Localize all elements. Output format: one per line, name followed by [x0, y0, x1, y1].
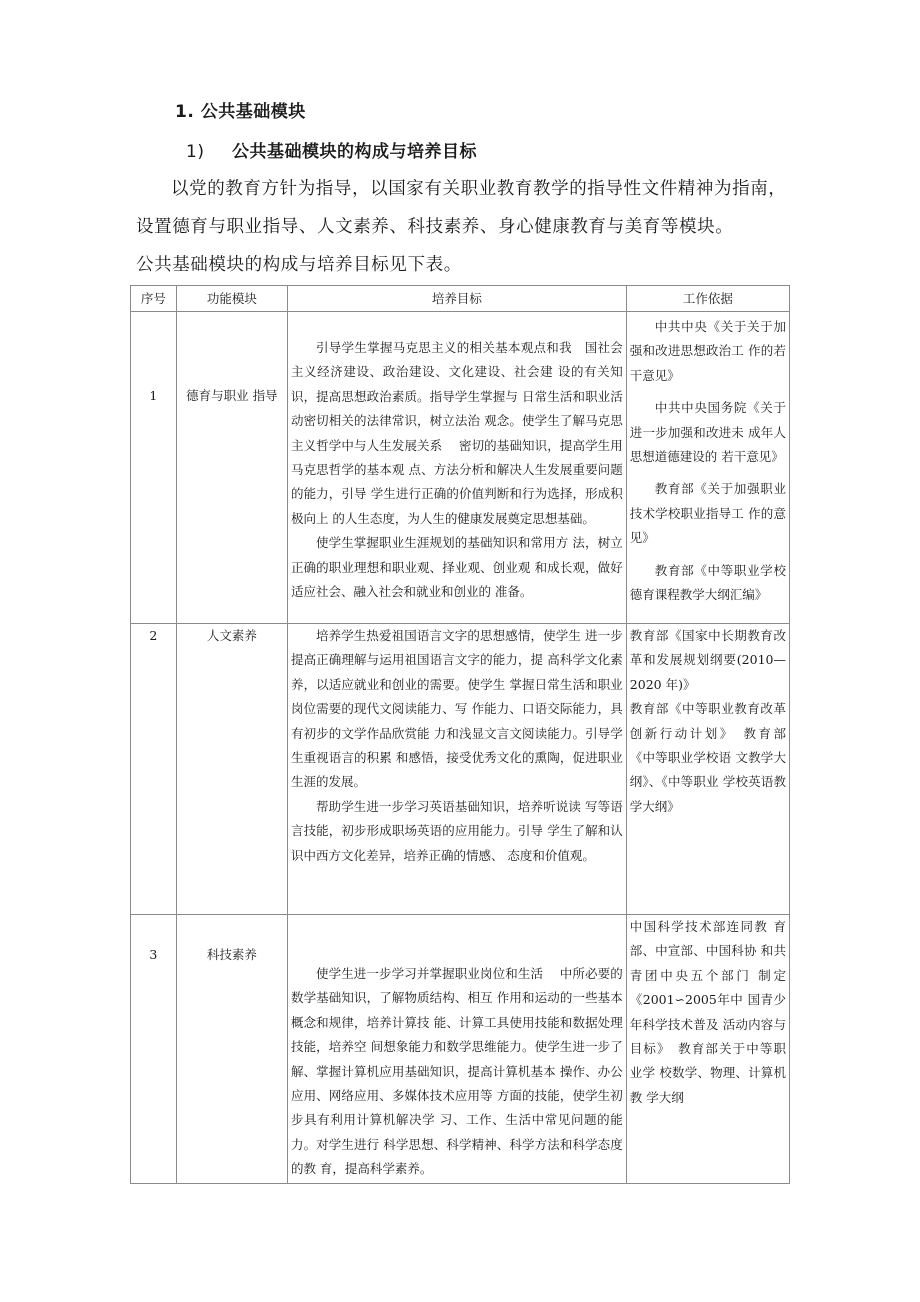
module-cell: [176, 915, 287, 1184]
header-module: 功能模块: [176, 286, 287, 312]
basis-item: 教育部《中等职业教育改革创新行动计划》 教育部《中等职业学校语 文教学大纲》、《中等职业 学校英语教学大纲》: [629, 701, 786, 814]
intro-paragraph: [136, 170, 796, 284]
table-row: [131, 915, 790, 1184]
goal-paragraph: 引导学生掌握马克思主义的相关基本观点和我 国社会主义经济建设、政治建设、文化建设、社会建 设的有关知识，提高思想政治素质。指导学生掌握与 日常生活和职业活动密切相关的法律常识，树立法治 观念。使学生了解马克思主义哲学中与人生发展关系 密切的基础知识，提高学生用马克思哲学的基本观 点、方法分析和解决人生发展重要问题的能力，引导 学生进行正确的价值判断和行为选择，形成积极向上 的人生态度，为人生的健康发展奠定思想基础。: [290, 340, 623, 526]
intro-text-table-ref: 公共基础模块的构成与培养目标见下表。: [136, 255, 462, 275]
goal-paragraph: 帮助学生进一步学习英语基础知识，培养听说读 写等语言技能，初步形成职场英语的应用能力。引导 学生了解和认识中西方文化差异，培养正确的情感、 态度和价值观。: [290, 798, 623, 863]
row-number: 3: [149, 947, 158, 962]
subsection-number: 1): [186, 142, 205, 162]
basis-item: 中国科学技术部连同教 育部、中宣部、中国科协 和共青团中央五个部门 制定《2001∽2005年中 国青少年科学技术普及 活动内容与目标》 教育部关于中等职业学 校数学、物理、计算机教 学大纲: [629, 919, 786, 1105]
header-goals: 培养目标: [287, 286, 626, 312]
basis-cell: [626, 624, 789, 915]
row-number-cell: [131, 312, 177, 624]
subsection-heading: [186, 137, 477, 162]
row-number: 1: [149, 388, 158, 403]
module-cell: [176, 624, 287, 915]
goal-paragraph: 培养学生热爱祖国语言文字的思想感情，使学生 进一步提高正确理解与运用祖国语言文字的能力，提 高科学文化素养，以适应就业和创业的需要。使学生 掌握日常生活和职业岗位需要的现代文阅读能力、写 作能力、口语交际能力，具有初步的文学作品欣赏能 力和浅显文言文阅读能力。引导学生重视语言的积累 和感悟，接受优秀文化的熏陶，促进职业生涯的发展。: [290, 628, 623, 790]
basis-item: 教育部《关于加强职业技术学校职业指导工 作的意见》: [629, 481, 786, 546]
header-basis: 工作依据: [626, 286, 789, 312]
table-row: [131, 312, 790, 624]
goals-cell: [287, 312, 626, 624]
subsection-title: 公共基础模块的构成与培养目标: [232, 142, 477, 162]
row-number-cell: [131, 624, 177, 915]
module-name: 德育与职业 指导: [186, 388, 278, 403]
intro-text: 以党的教育方针为指导，以国家有关职业教育教学的指导性文件精神为指南，设置德育与职业指导、人文素养、科技素养、身心健康教育与美育等模块。: [136, 179, 787, 237]
goals-cell: [287, 915, 626, 1184]
module-name: 科技素养: [206, 947, 257, 962]
header-no: 序号: [131, 286, 177, 312]
table-row: [131, 624, 790, 915]
table-header-row: [131, 286, 790, 312]
goal-paragraph: 使学生进一步学习并掌握职业岗位和生活 中所必要的数学基础知识，了解物质结构、相互 作用和运动的一些基本概念和规律，培养计算技 能、计算工具使用技能和数据处理技能，培养空 间想象能力和数学思维能力。使学生进一步了 解、掌握计算机应用基础知识，提高计算机基本 操作、办公应用、网络应用、多媒体技术应用等 方面的技能，使学生初步具有利用计算机解决学 习、工作、生活中常见问题的能力。对学生进行 科学思想、科学精神、科学方法和科学态度的教 育，提高科学素养。: [290, 966, 623, 1177]
goal-paragraph: 使学生掌握职业生涯规划的基础知识和常用方 法，树立正确的职业理想和职业观、择业观、创业观 和成长观，做好适应社会、融入社会和就业和创业的 准备。: [290, 535, 623, 600]
section-heading: 1. 公共基础模块: [175, 102, 306, 122]
module-cell: [176, 312, 287, 624]
module-table: [130, 285, 790, 1184]
basis-cell: [626, 312, 789, 624]
module-name: 人文素养: [206, 628, 257, 643]
basis-item: 教育部《国家中长期教育改革和发展规划纲要(2010—2020 年)》: [629, 628, 786, 692]
basis-item: 中共中央国务院《关于进一步加强和改进未 成年人思想道德建设的 若干意见》: [629, 400, 786, 465]
basis-item: 教育部《中等职业学校德育课程教学大纲汇编》: [629, 562, 786, 603]
basis-item: 中共中央《关于关于加强和改进思想政治工 作的若干意见》: [629, 319, 786, 383]
basis-cell: [626, 915, 789, 1184]
row-number: 2: [149, 628, 158, 643]
goals-cell: [287, 624, 626, 915]
row-number-cell: [131, 915, 177, 1184]
